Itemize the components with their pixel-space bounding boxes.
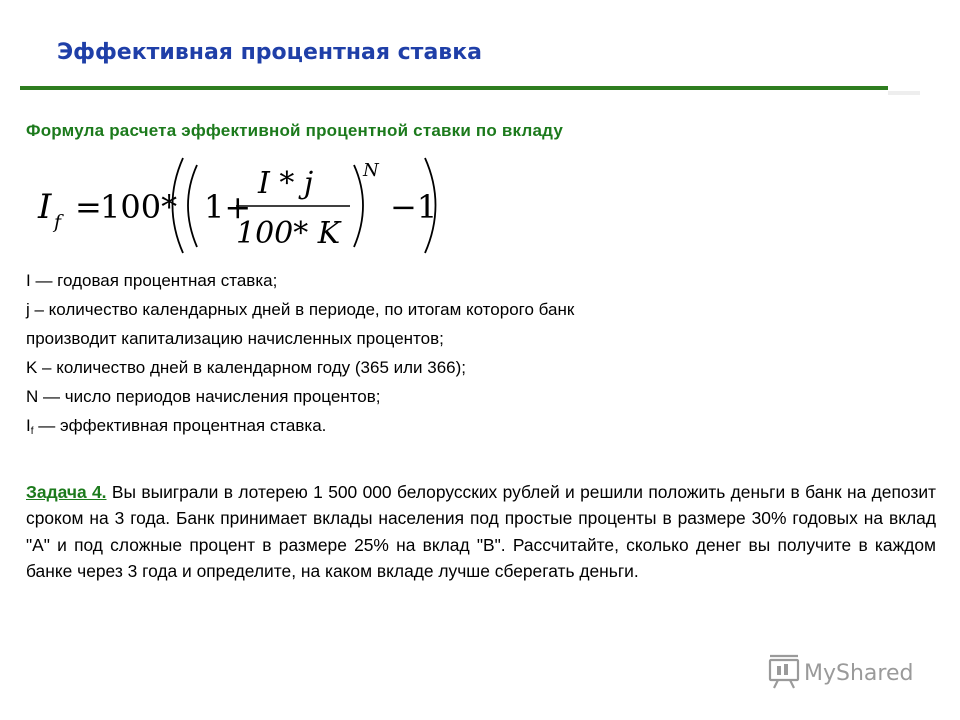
formula-lhs-var: I bbox=[38, 187, 52, 227]
formula-numerator: I * j bbox=[258, 166, 314, 201]
def-i: I — годовая процентная ставка; bbox=[26, 271, 278, 290]
def-if-text: — эффективная процентная ставка. bbox=[33, 416, 327, 435]
watermark-presentation-icon bbox=[770, 656, 798, 688]
def-k: K – количество дней в календарном году (365 или 366); bbox=[26, 358, 467, 377]
slide-title: Эффективная процентная ставка bbox=[57, 40, 482, 65]
task-label: Задача 4. bbox=[26, 482, 107, 502]
formula-one-plus: 1+ bbox=[204, 188, 252, 226]
def-if-var: I bbox=[26, 416, 31, 435]
task-paragraph bbox=[26, 479, 936, 585]
def-j-line1: j – количество календарных дней в периоде, по итогам которого банк bbox=[26, 300, 575, 319]
variable-definitions bbox=[26, 266, 926, 446]
formula-exponent: N bbox=[363, 160, 379, 181]
formula-lhs-sub: f bbox=[54, 211, 62, 233]
effective-rate-formula bbox=[30, 153, 450, 259]
formula-heading: Формула расчета эффективной процентной ставки по вкладу bbox=[26, 121, 563, 140]
formula-inner-left-paren bbox=[188, 165, 197, 247]
formula-inner-right-paren bbox=[354, 165, 363, 247]
watermark-logo bbox=[766, 652, 936, 692]
formula-equals: = bbox=[75, 188, 102, 226]
def-if-sub: f bbox=[30, 426, 34, 437]
def-j-line2: производит капитализацию начисленных процентов; bbox=[26, 329, 444, 348]
title-divider bbox=[20, 86, 888, 90]
watermark-text: MyShared bbox=[804, 661, 914, 686]
formula-coefficient: 100* bbox=[100, 188, 178, 226]
def-n: N — число периодов начисления процентов; bbox=[26, 387, 381, 406]
formula-denominator: 100* K bbox=[236, 216, 341, 251]
task-text: Вы выиграли в лотерею 1 500 000 белорусских рублей и решили положить деньги в банк на депозит сроком на 3 года. Банк принимает вклады населения под простые проценты в размере 30% годовых на вклад "A" и под сложные процент в размере 25% на вклад "B". Рассчитайте, сколько денег вы получите в каждом банке через 3 года и определите, на каком вкладе лучше сберегать деньги. bbox=[26, 482, 936, 582]
title-divider-shadow bbox=[888, 91, 920, 95]
formula-minus-one: −1 bbox=[390, 188, 438, 226]
def-if bbox=[26, 411, 926, 446]
